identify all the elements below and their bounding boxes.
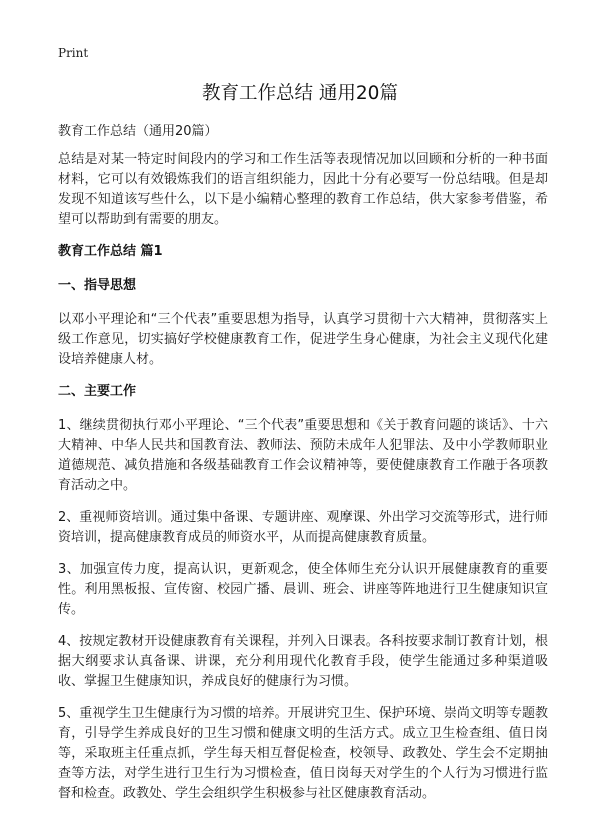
main-work-item-4: 4、按规定教材开设健康教育有关课程，并列入日课表。各科按要求制订教育计划，根据大纲要求认真备课、讲课，充分利用现代化教育手段，使学生能通过多种渠道吸收、掌握卫生健康知识，养成良好的健康行为习惯。 xyxy=(58,634,548,689)
guiding-ideology-paragraph: 以邓小平理论和“三个代表”重要思想为指导，认真学习贯彻十六大精神，贯彻落实上级工作意见，切实搞好学校健康教育工作，促进学生身心健康，为社会主义现代化建设培养健康人材。 xyxy=(58,312,548,367)
section-title: 教育工作总结 篇1 xyxy=(58,244,163,259)
document-subtitle: 教育工作总结（通用20篇） xyxy=(58,124,218,139)
print-label[interactable]: Print xyxy=(58,46,89,60)
heading-guiding-ideology: 一、指导思想 xyxy=(58,278,137,293)
main-work-item-3: 3、加强宣传力度，提高认识，更新观念，使全体师生充分认识开展健康教育的重要性。利用黑板报、宣传窗、校园广播、晨训、班会、讲座等阵地进行卫生健康知识宣传。 xyxy=(58,562,548,617)
main-work-item-1: 1、继续贯彻执行邓小平理论、“三个代表”重要思想和《关于教育问题的谈话》、十六大精神、中华人民共和国教育法、教师法、预防未成年人犯罪法、及中小学教师职业道德规范、减负措施和各级基础教育工作会议精神等，要使健康教育工作融于各项教育活动之中。 xyxy=(58,418,548,493)
main-work-item-5: 5、重视学生卫生健康行为习惯的培养。开展讲究卫生、保护环境、崇尚文明等专题教育，引导学生养成良好的卫生习惯和健康文明的生活方式。成立卫生检查组、值日岗等，采取班主任重点抓，学生每天相互督促检查，校领导、政教处、学生会不定期抽查等方法，对学生进行卫生行为习惯检查，值日岗每天对学生的个人行为习惯进行监督和检查。政教处、学生会组织学生积极参与社区健康教育活动。 xyxy=(58,706,548,801)
document-title: 教育工作总结 通用20篇 xyxy=(202,83,398,104)
heading-main-work: 二、主要工作 xyxy=(58,384,137,399)
intro-paragraph: 总结是对某一特定时间段内的学习和工作生活等表现情况加以回顾和分析的一种书面材料，它可以有效锻炼我们的语言组织能力，因此十分有必要写一份总结哦。但是却发现不知道该写些什么，以下是小编精心整理的教育工作总结，供大家参考借鉴，希望可以帮助到有需要的朋友。 xyxy=(58,152,548,227)
main-work-item-2: 2、重视师资培训。通过集中备课、专题讲座、观摩课、外出学习交流等形式，进行师资培训，提高健康教育成员的师资水平，从而提高健康教育质量。 xyxy=(58,510,548,545)
document-body xyxy=(58,122,548,816)
